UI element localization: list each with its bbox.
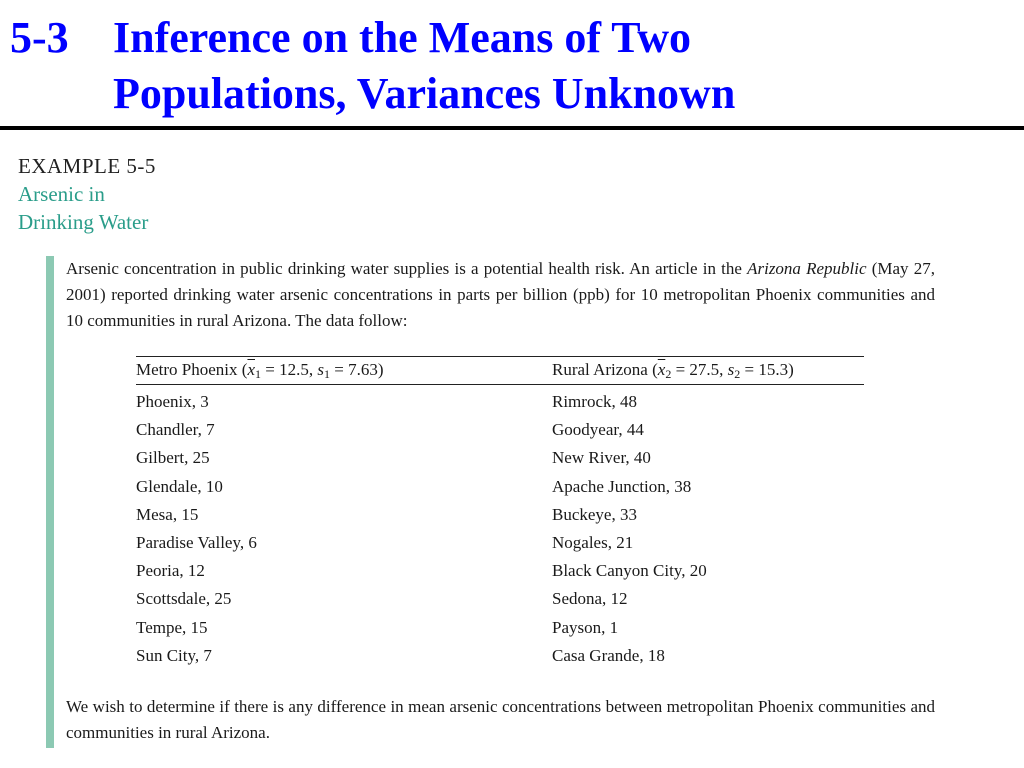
table-row: New River, 40	[552, 448, 651, 468]
example-subtitle-line-1: Arsenic in	[18, 182, 105, 206]
section-title-line-2: Populations, Variances Unknown	[113, 69, 736, 118]
table-row: Scottsdale, 25	[136, 589, 232, 609]
rural-arizona-list	[552, 388, 707, 670]
section-title	[113, 10, 735, 122]
table-row: Casa Grande, 18	[552, 645, 665, 665]
table-row: Gilbert, 25	[136, 448, 210, 468]
example-side-bar	[46, 256, 54, 748]
metro-phoenix-list	[136, 388, 257, 670]
table-row: Payson, 1	[552, 617, 619, 637]
table-row: Phoenix, 3	[136, 392, 209, 411]
intro-text-1: Arsenic concentration in public drinking water supplies is a potential health risk. An article in the	[66, 259, 748, 278]
section-number: 5-3	[10, 13, 69, 62]
table-row: Tempe, 15	[136, 617, 208, 637]
table-header-rural-arizona: Rural Arizona ($\overline{x}_2 = 27.5$, $s_2 = 15.3$)	[552, 360, 794, 381]
table-row: Black Canyon City, 20	[552, 561, 707, 581]
table-row: Nogales, 21	[552, 532, 634, 552]
conclusion-paragraph: We wish to determine if there is any difference in mean arsenic concentrations between metropolitan Phoenix communities and communities in rural Arizona.	[66, 697, 935, 742]
section-title-line-1: Inference on the Means of Two	[113, 13, 692, 62]
intro-paragraph	[66, 256, 935, 334]
title-divider	[0, 126, 1024, 130]
table-row: Chandler, 7	[136, 420, 215, 440]
source-name: Arizona Republic	[747, 259, 867, 278]
table-header-metro-phoenix: Metro Phoenix ($\overline{x}_1 = 12.5$, $s_1 = 7.63$)	[136, 360, 384, 381]
table-row: Buckeye, 33	[552, 504, 637, 524]
example-subtitle	[18, 180, 148, 236]
table-row: Peoria, 12	[136, 561, 205, 581]
table-header-rule	[136, 384, 864, 385]
table-row: Mesa, 15	[136, 504, 199, 524]
table-row: Goodyear, 44	[552, 420, 644, 440]
table-row: Sun City, 7	[136, 645, 212, 665]
example-subtitle-line-2: Drinking Water	[18, 210, 149, 234]
intro-text-2: (May 27, 2001) reported drinking water arsenic concentrations in parts per billion (ppb) for 10 metropolitan Phoenix communities and 10 communities in rural Arizona. The data follow:	[66, 259, 935, 330]
table-row: Sedona, 12	[552, 589, 628, 609]
example-label: EXAMPLE 5-5	[18, 154, 156, 178]
table-row: Glendale, 10	[136, 476, 223, 496]
table-row: Rimrock, 48	[552, 392, 637, 411]
table-row: Paradise Valley, 6	[136, 532, 257, 552]
table-row: Apache Junction, 38	[552, 476, 692, 496]
